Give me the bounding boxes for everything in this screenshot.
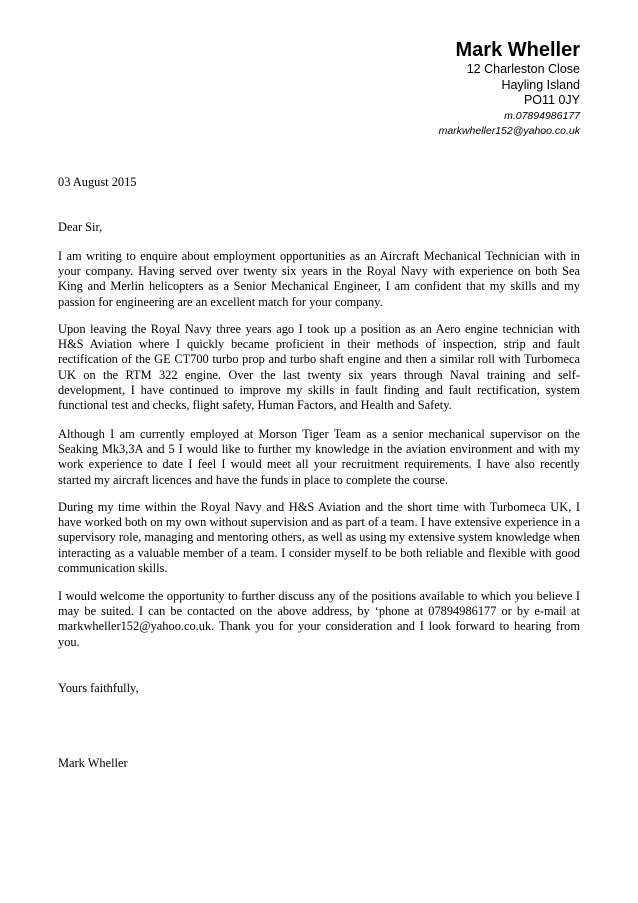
paragraph-4: During my time within the Royal Navy and H&S Aviation and the short time with Turbomeca UK, I have worked both on my own without supervision and as part of a team. I have extensive experience in a supervisory role, managing and mentoring others, as well as using my extensive system knowledge when interacting as a valuable member of a team. I consider myself to be both reliable and flexible with good communication skills.	[58, 500, 580, 575]
salutation: Dear Sir,	[58, 220, 103, 234]
paragraph-3: Although I am currently employed at Morson Tiger Team as a senior mechanical supervisor on the Seaking Mk3,3A and 5 I would like to further my knowledge in the aviation environment and with my work experience to date I feel I would meet all your recruitment requirements. I have also recently started my aircraft licences and have the funds in place to complete the course.	[58, 427, 580, 487]
sender-address-line2: Hayling Island	[501, 77, 580, 92]
signature-name: Mark Wheller	[58, 756, 128, 770]
sender-block	[439, 38, 580, 139]
paragraph-5: I would welcome the opportunity to further discuss any of the positions available to which you believe I may be suited. I can be contacted on the above address, by ‘phone at 07894986177 or by e-mail at markwheller152@yahoo.co.uk. Thank you for your consideration and I look forward to hearing from you.	[58, 589, 580, 649]
paragraph-2: Upon leaving the Royal Navy three years ago I took up a position as an Aero engine technician with H&S Aviation where I quickly became proficient in their methods of inspection, strip and fault rectification of the GE CT700 turbo prop and turbo shaft engine and then a similar roll with Turbomeca UK on the RTM 322 engine. Over the last twenty six years through Naval training and self- development, I have continued to improve my skills in fault finding and fault rectification, system functional test and checks, flight safety, Human Factors, and Health and Safety.	[58, 322, 580, 413]
closing: Yours faithfully,	[58, 681, 139, 695]
sender-email: markwheller152@yahoo.co.uk	[438, 124, 580, 137]
sender-mobile: m.07894986177	[504, 109, 580, 122]
sender-name: Mark Wheller	[455, 39, 580, 61]
letter-date: 03 August 2015	[58, 175, 137, 189]
paragraph-1: I am writing to enquire about employment opportunities as an Aircraft Mechanical Technician with in your company. Having served over twenty six years in the Royal Navy with experience on both Sea King and Merlin helicopters as a Senior Mechanical Engineer, I am confident that my skills and my passion for engineering are an excellent match for your company.	[58, 249, 580, 309]
sender-postcode: PO11 0JY	[523, 93, 580, 107]
sender-address-line1: 12 Charleston Close	[466, 62, 580, 76]
